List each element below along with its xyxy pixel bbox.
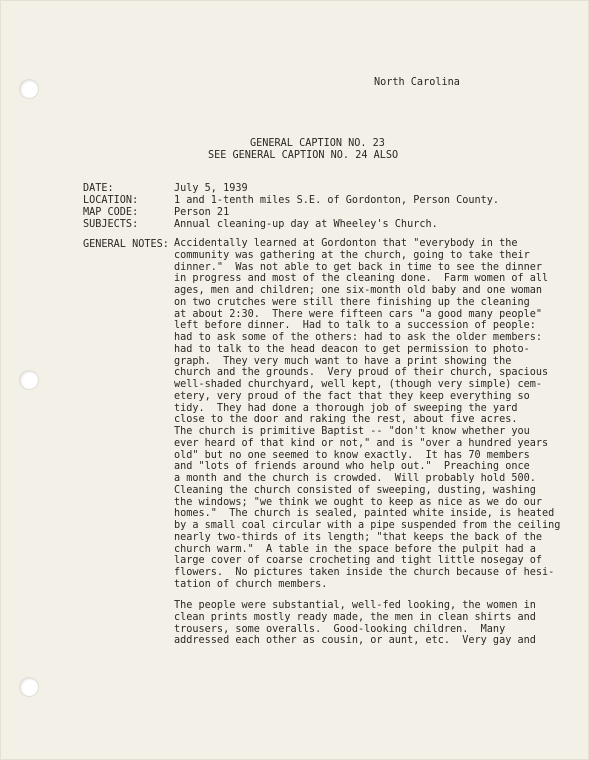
text-line: ever heard of that kind or not," and is "over a hundred years [174, 437, 549, 449]
text-line: at about 2:30. There were fifteen cars "a good many people" [174, 308, 543, 320]
text-line: trousers, some overalls. Good-looking children. Many [174, 623, 506, 635]
second-paragraph [174, 600, 536, 647]
text-line: flowers. No pictures taken inside the church because of hesi- [174, 567, 555, 578]
general-notes-label: GENERAL NOTES: [83, 239, 169, 250]
caption-title: GENERAL CAPTION NO. 23 [250, 138, 385, 149]
text-line: ages, men and children; one six-month old baby and one woman [174, 285, 543, 296]
text-line: Cleaning the church consisted of sweeping, dusting, washing [174, 484, 536, 496]
text-line: clean prints mostly ready made, the men in clean shirts and [174, 611, 536, 623]
text-line: had to ask some of the others: had to ask the older members: [174, 332, 543, 343]
text-line: tation of church members. [174, 578, 328, 590]
text-line: tidy. They had done a thorough job of sweeping the yard [174, 402, 518, 414]
text-line: on two crutches were still there finishing up the cleaning [174, 296, 530, 308]
mapcode-value: Person 21 [174, 207, 230, 218]
mapcode-label: MAP CODE: [83, 207, 139, 218]
text-line: church and the grounds. Very proud of their church, spacious [174, 367, 549, 379]
date-value: July 5, 1939 [174, 183, 248, 194]
location-label: LOCATION: [83, 195, 139, 206]
text-line: community was gathering at the church, going to take their [174, 249, 530, 261]
text-line: dinner." Was not able to get back in time to see the dinner [174, 261, 543, 273]
text-line: left before dinner. Had to talk to a succession of people: [174, 320, 536, 332]
text-line: church warm." A table in the space before the pulpit had a [174, 543, 536, 555]
text-line: and "lots of friends around who help out." Preaching once [174, 461, 530, 473]
text-line: in progress and most of the cleaning done. Farm women of all [174, 273, 549, 285]
text-line: a month and the church is crowded. Will probably hold 500. [174, 473, 536, 484]
text-line: had to talk to the head deacon to get permission to photo- [174, 343, 530, 355]
text-line: addressed each other as cousin, or aunt, etc. Very gay and [174, 635, 536, 647]
caption-subtitle: SEE GENERAL CAPTION NO. 24 ALSO [208, 150, 399, 161]
text-line: The people were substantial, well-fed looking, the women in [174, 600, 536, 611]
subjects-value: Annual cleaning-up day at Wheeley's Church. [174, 219, 438, 230]
text-line: well-shaded churchyard, well kept, (though very simple) cem- [174, 379, 543, 390]
text-line: homes." The church is sealed, painted white inside, is heated [174, 508, 555, 520]
text-line: close to the door and raking the rest, about five acres. [174, 414, 518, 426]
subjects-label: SUBJECTS: [83, 219, 139, 230]
text-line: large cover of coarse crocheting and tight little nosegay of [174, 555, 543, 567]
punch-hole [20, 80, 38, 98]
text-line: by a small coal circular with a pipe suspended from the ceiling [174, 520, 561, 531]
text-line: The church is primitive Baptist -- "don't know whether you [174, 426, 530, 437]
punch-hole [20, 371, 38, 389]
text-line: nearly two-thirds of its length; "that keeps the back of the [174, 531, 543, 543]
text-line: Accidentally learned at Gordonton that "everybody in the [174, 238, 518, 249]
general-notes-body [174, 238, 560, 591]
text-line: etery, very proud of the fact that they keep everything so [174, 390, 530, 402]
text-line: graph. They very much want to have a print showing the [174, 355, 512, 367]
punch-hole [20, 678, 38, 696]
text-line: the windows; "we think we ought to keep as nice as we do our [174, 496, 543, 508]
text-line: old" but no one seemed to know exactly. It has 70 members [174, 449, 530, 461]
date-label: DATE: [83, 183, 114, 194]
state-heading: North Carolina [374, 77, 460, 88]
location-value: 1 and 1-tenth miles S.E. of Gordonton, Person County. [174, 195, 500, 206]
